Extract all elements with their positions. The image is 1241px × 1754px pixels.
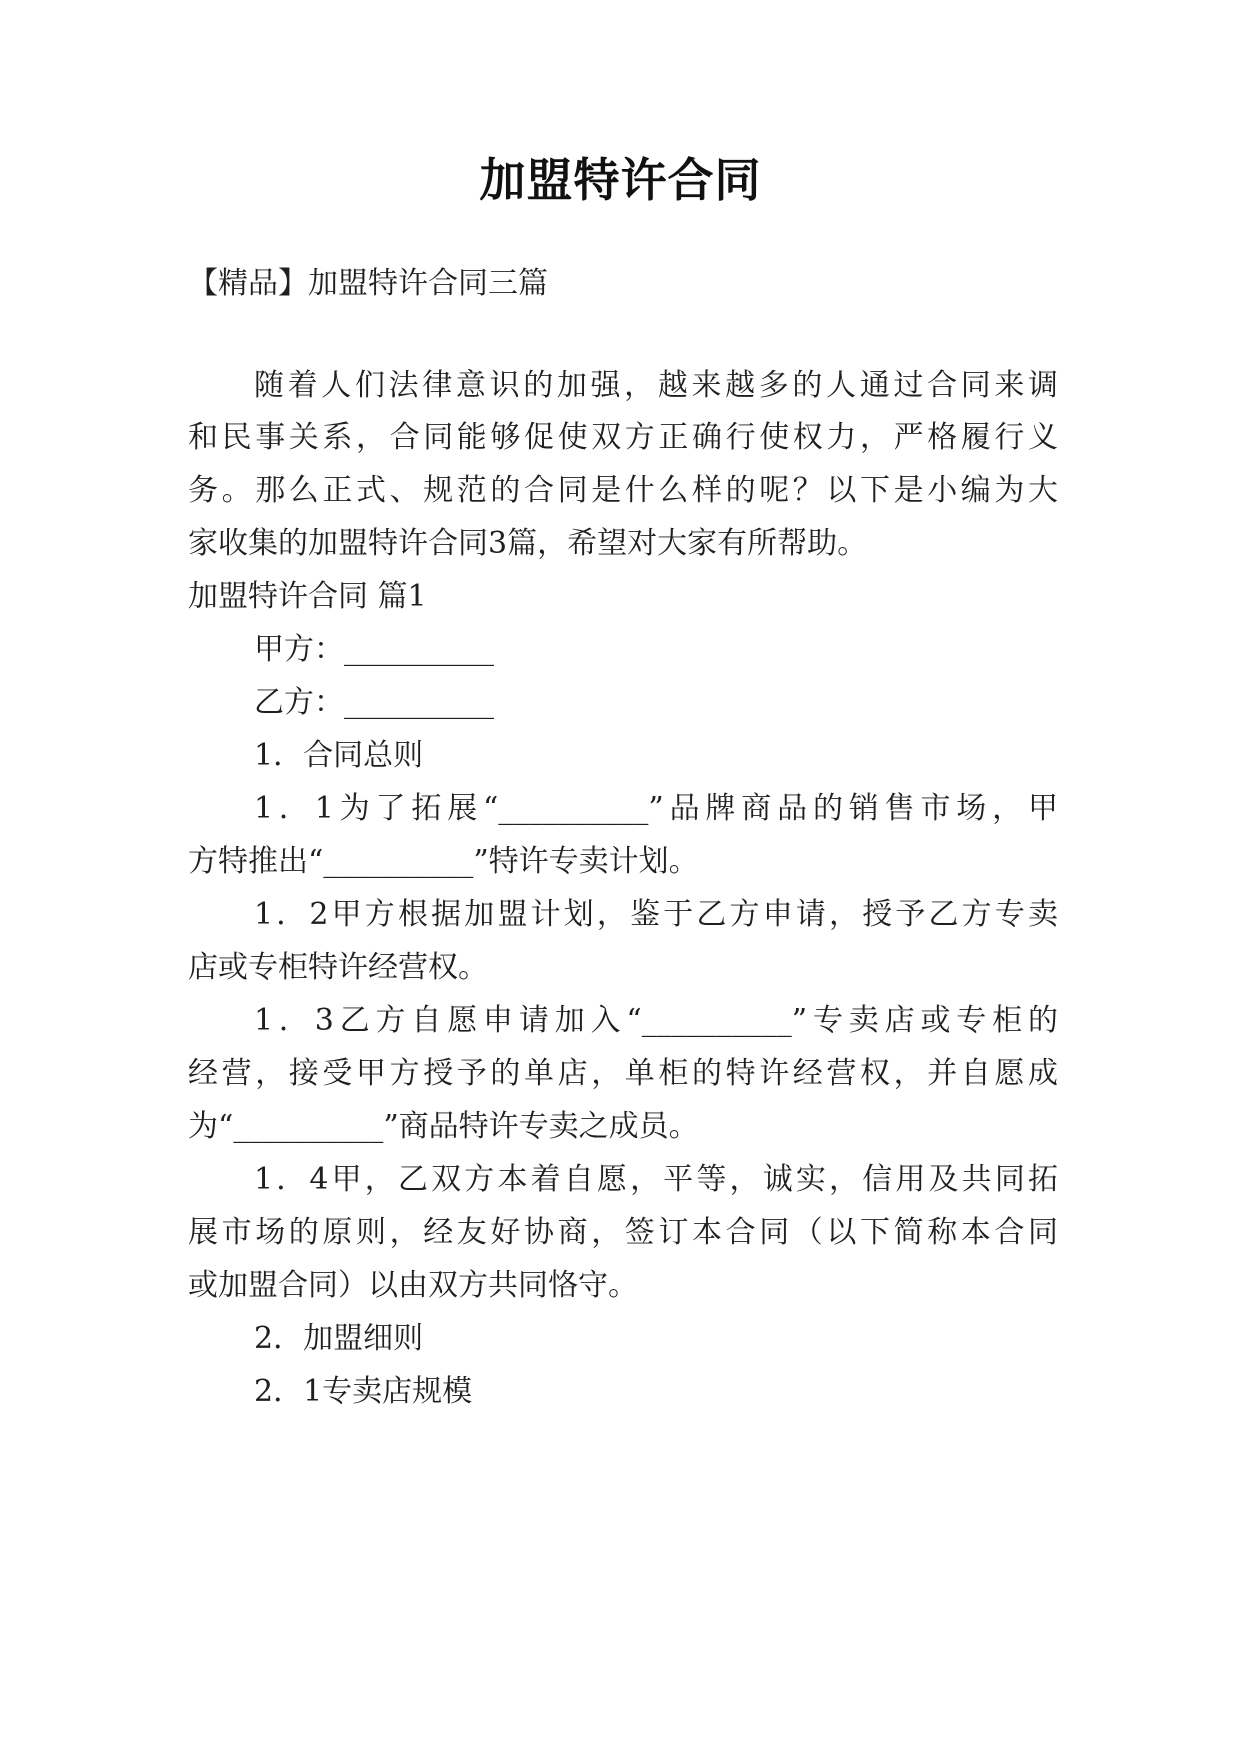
clause-line: 为“__________”商品特许专卖之成员。 — [188, 1109, 699, 1144]
clause-line: 1．1为了拓展“__________”品牌商品的销售市场，甲 — [254, 791, 1058, 826]
clause-line: 1．2甲方根据加盟计划，鉴于乙方申请，授予乙方专卖 — [254, 897, 1058, 932]
section-heading: 加盟特许合同 篇1 — [188, 579, 427, 614]
clause-heading: 1．合同总则 — [254, 738, 424, 773]
document-title: 加盟特许合同 — [479, 153, 762, 207]
clause-line: 经营，接受甲方授予的单店，单柜的特许经营权，并自愿成 — [188, 1056, 1058, 1091]
document-subtitle: 【精品】加盟特许合同三篇 — [188, 266, 548, 301]
party-b-line: 乙方：__________ — [254, 685, 494, 720]
intro-line: 随着人们法律意识的加强，越来越多的人通过合同来调 — [254, 368, 1058, 403]
clause-line: 2．1专卖店规模 — [254, 1374, 473, 1409]
clause-line: 1．4甲，乙双方本着自愿，平等，诚实，信用及共同拓 — [254, 1162, 1058, 1197]
clause-line: 展市场的原则，经友好协商，签订本合同（以下简称本合同 — [188, 1215, 1058, 1250]
clause-line: 或加盟合同）以由双方共同恪守。 — [188, 1268, 638, 1303]
clause-line: 店或专柜特许经营权。 — [188, 950, 488, 985]
intro-line: 家收集的加盟特许合同3篇，希望对大家有所帮助。 — [188, 526, 868, 561]
intro-line: 和民事关系，合同能够促使双方正确行使权力，严格履行义 — [188, 420, 1058, 455]
intro-line: 务。那么正式、规范的合同是什么样的呢？以下是小编为大 — [188, 473, 1058, 508]
clause-line: 方特推出“__________”特许专卖计划。 — [188, 844, 699, 879]
clause-heading: 2．加盟细则 — [254, 1321, 424, 1356]
clause-line: 1．3乙方自愿申请加入“__________”专卖店或专柜的 — [254, 1003, 1058, 1038]
party-a-line: 甲方：__________ — [254, 632, 494, 667]
